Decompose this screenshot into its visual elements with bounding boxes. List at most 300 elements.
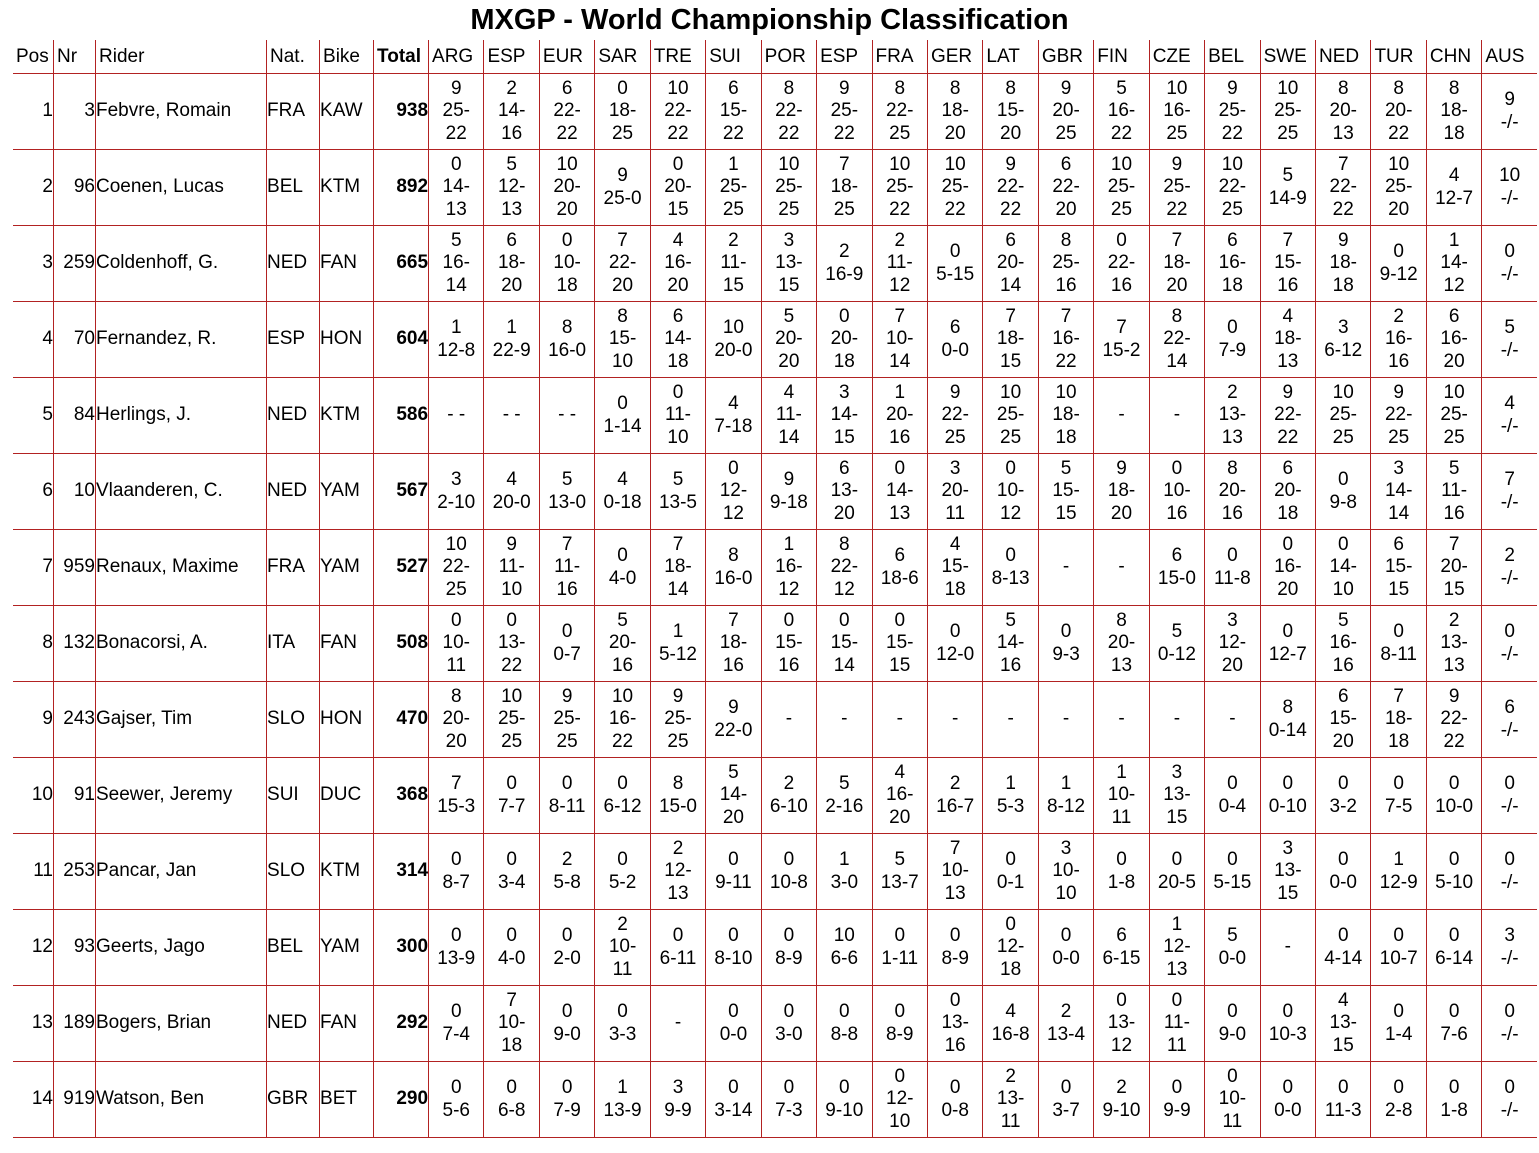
result-line: 6: [506, 229, 517, 251]
round-result-cell: [872, 150, 927, 226]
result-line: 10-: [996, 480, 1025, 502]
round-result-cell: [428, 302, 483, 378]
result-line: 25-: [1440, 404, 1468, 426]
result-line: 20: [667, 274, 689, 296]
nationality-cell: SLO: [266, 682, 319, 758]
round-result-cell: [705, 74, 760, 150]
round-result-cell: [1093, 454, 1148, 530]
result-line: 6-10: [769, 795, 808, 817]
result-line: 10: [1443, 381, 1465, 403]
rider-name: Vlaanderen, C.: [95, 454, 266, 530]
round-result-cell: [483, 986, 538, 1062]
result-line: 9: [839, 77, 850, 99]
round-result-cell: [982, 682, 1037, 758]
result-line: 20: [1055, 198, 1077, 220]
result-line: 16: [1000, 654, 1022, 676]
result-line: 13: [1332, 122, 1354, 144]
result-line: 0: [1227, 1001, 1238, 1022]
result-line: 14: [1166, 350, 1188, 372]
result-line: 7-3: [775, 1099, 803, 1121]
nr-cell: 132: [53, 606, 95, 682]
result-line: 11: [1111, 806, 1132, 828]
result-line: 15: [778, 274, 800, 296]
result-line: 3: [949, 457, 961, 479]
result-line: 18-: [1329, 252, 1357, 274]
result-line: 20: [1000, 122, 1022, 144]
result-line: 1-14: [603, 415, 642, 437]
result-line: 0: [1337, 849, 1349, 870]
result-line: 1: [1005, 773, 1016, 794]
round-result-cell: [650, 606, 705, 682]
table-row: [13, 682, 1537, 758]
result-line: 22: [1166, 198, 1188, 220]
bike-cell: FAN: [319, 226, 373, 302]
result-line: 12-: [664, 860, 692, 882]
result-line: 0: [1171, 457, 1183, 479]
round-result-cell: [539, 226, 594, 302]
result-line: 0: [1337, 533, 1349, 555]
result-line: 0: [450, 1001, 462, 1022]
total-points: 567: [373, 454, 428, 530]
result-line: 0: [894, 457, 906, 479]
result-line: 0: [1060, 1077, 1072, 1098]
col-header-round: AUS: [1481, 40, 1537, 74]
round-result-cell: [705, 758, 760, 834]
result-line: 1: [450, 317, 462, 338]
round-result-cell: [872, 302, 927, 378]
result-line: 0: [1504, 621, 1515, 642]
table-row: [13, 606, 1537, 682]
result-line: 13: [1221, 426, 1243, 448]
nationality-cell: GBR: [266, 1062, 319, 1138]
result-line: 22-: [1384, 404, 1413, 426]
rider-name: Herlings, J.: [95, 378, 266, 454]
round-result-cell: [982, 1062, 1037, 1138]
round-result-cell: [761, 682, 816, 758]
round-result-cell: [650, 378, 705, 454]
result-line: 8: [450, 685, 462, 707]
round-result-cell: [1204, 682, 1259, 758]
result-line: 0-14: [1268, 719, 1307, 741]
result-line: 5: [1116, 77, 1127, 99]
result-line: 22-: [886, 100, 914, 122]
bike-cell: KAW: [319, 74, 373, 150]
result-line: 10: [1110, 153, 1133, 175]
result-line: 0: [728, 457, 739, 479]
round-result-cell: [1260, 530, 1315, 606]
round-result-cell: [872, 682, 927, 758]
round-result-cell: [1426, 378, 1481, 454]
result-line: 4: [1282, 305, 1294, 327]
round-result-cell: [594, 302, 649, 378]
result-line: 25-: [941, 176, 969, 198]
round-result-cell: [816, 986, 871, 1062]
bike-cell: KTM: [319, 378, 373, 454]
result-line: 20-: [664, 176, 692, 198]
col-header-round: GER: [927, 40, 982, 74]
result-line: 1-8: [1107, 871, 1136, 893]
round-result-cell: [428, 150, 483, 226]
result-line: 2-0: [553, 947, 581, 969]
result-line: 20: [1443, 350, 1465, 372]
rider-name: Bogers, Brian: [95, 986, 266, 1062]
result-line: 6: [1393, 533, 1404, 555]
round-result-cell: [927, 302, 982, 378]
result-line: 18-: [1107, 480, 1136, 502]
result-line: 15: [1332, 1034, 1354, 1056]
result-line: 8: [1337, 77, 1349, 99]
result-line: 25: [1443, 426, 1465, 448]
result-line: 1: [617, 1077, 628, 1098]
classification-table: [13, 40, 1537, 1138]
round-result-cell: [1370, 74, 1425, 150]
result-line: 16: [1443, 502, 1465, 524]
round-result-cell: [1370, 530, 1425, 606]
round-result-cell: [428, 74, 483, 150]
rider-name: Geerts, Jago: [95, 910, 266, 986]
total-points: 665: [373, 226, 428, 302]
round-result-cell: [428, 834, 483, 910]
result-line: 8: [617, 305, 628, 327]
result-line: 5-2: [608, 871, 637, 893]
round-result-cell: [816, 226, 871, 302]
result-line: 0: [728, 1077, 739, 1098]
round-result-cell: [539, 454, 594, 530]
result-line: 14-: [1440, 252, 1468, 274]
result-line: 7-5: [1384, 795, 1413, 817]
result-line: 18-: [719, 632, 748, 654]
result-line: 3: [1393, 457, 1404, 479]
round-result-cell: [761, 606, 816, 682]
result-line: 16: [1221, 502, 1243, 524]
round-result-cell: [1204, 986, 1259, 1062]
result-line: 18-: [608, 100, 637, 122]
result-line: 10: [1000, 381, 1022, 403]
result-line: 25-: [1107, 176, 1136, 198]
result-line: 16: [1332, 654, 1354, 676]
result-line: 15: [1443, 578, 1465, 600]
result-line: 15-: [608, 328, 637, 350]
result-line: 0: [1227, 317, 1238, 338]
round-result-cell: [927, 986, 982, 1062]
round-result-cell: [872, 758, 927, 834]
result-line: 12-: [1218, 632, 1247, 654]
round-result-cell: [1149, 226, 1204, 302]
result-line: 18-: [1440, 100, 1468, 122]
round-result-cell: [1370, 834, 1425, 910]
result-line: 2: [1393, 305, 1404, 327]
nationality-cell: FRA: [266, 74, 319, 150]
round-result-cell: [927, 454, 982, 530]
round-result-cell: [761, 226, 816, 302]
result-line: 20-: [1052, 100, 1080, 122]
result-line: 8: [1060, 229, 1072, 251]
result-line: 0: [506, 925, 517, 946]
round-result-cell: [539, 530, 594, 606]
result-line: 15: [889, 654, 911, 676]
result-line: 20-: [553, 176, 581, 198]
result-line: 15-3: [437, 795, 476, 817]
result-line: 6: [1282, 457, 1294, 479]
result-line: 7-6: [1440, 1023, 1468, 1045]
round-result-cell: [650, 74, 705, 150]
result-line: 10-: [886, 328, 914, 350]
round-result-cell: [872, 910, 927, 986]
result-line: 5: [783, 305, 795, 327]
result-line: 0: [1393, 621, 1404, 642]
round-result-cell: [1481, 606, 1537, 682]
table-row: [13, 226, 1537, 302]
round-result-cell: [1370, 302, 1425, 378]
nationality-cell: ITA: [266, 606, 319, 682]
rider-name: Febvre, Romain: [95, 74, 266, 150]
round-result-cell: [1038, 74, 1093, 150]
bike-cell: FAN: [319, 606, 373, 682]
round-result-cell: [816, 682, 871, 758]
round-result-cell: [428, 758, 483, 834]
result-line: 10: [611, 350, 634, 372]
round-result-cell: [816, 1062, 871, 1138]
result-line: 7: [1448, 533, 1460, 555]
result-line: 0-10: [1268, 795, 1307, 817]
round-result-cell: [816, 530, 871, 606]
result-line: 1-11: [881, 947, 919, 969]
result-line: 3: [672, 1077, 684, 1098]
round-result-cell: [1426, 910, 1481, 986]
result-line: 0: [1282, 621, 1294, 642]
result-line: -/-: [1500, 719, 1519, 741]
round-result-cell: [982, 530, 1037, 606]
round-result-cell: [1093, 530, 1148, 606]
total-points: 300: [373, 910, 428, 986]
result-line: 9-0: [1218, 1023, 1247, 1045]
round-result-cell: [1149, 910, 1204, 986]
result-line: 5: [561, 469, 573, 490]
result-line: 12: [1000, 502, 1022, 524]
result-line: 25-0: [603, 187, 642, 209]
result-line: 9: [949, 381, 961, 403]
result-line: 16-: [1163, 100, 1191, 122]
pos-cell: 9: [13, 682, 53, 758]
round-result-cell: [1260, 986, 1315, 1062]
result-line: 9: [1060, 77, 1072, 99]
result-line: -: [1173, 404, 1181, 426]
result-line: 12-: [497, 176, 526, 198]
result-line: 8-7: [442, 871, 470, 893]
round-result-cell: [1370, 226, 1425, 302]
result-line: 3: [1282, 837, 1294, 859]
round-result-cell: [1315, 74, 1370, 150]
round-result-cell: [1093, 378, 1148, 454]
result-line: 0-4: [1218, 795, 1247, 817]
result-line: 20-: [1107, 632, 1136, 654]
round-result-cell: [982, 758, 1037, 834]
col-header-round: SAR: [594, 40, 649, 74]
round-result-cell: [539, 378, 594, 454]
result-line: 8-11: [548, 795, 586, 817]
round-result-cell: [816, 74, 871, 150]
result-line: 0-0: [1052, 947, 1080, 969]
result-line: 13: [1110, 654, 1133, 676]
result-line: 0: [1448, 849, 1460, 870]
result-line: 0: [1227, 545, 1238, 566]
round-result-cell: [594, 834, 649, 910]
round-result-cell: [761, 1062, 816, 1138]
result-line: 1-8: [1440, 1099, 1468, 1121]
result-line: 9: [1227, 77, 1238, 99]
round-result-cell: [539, 910, 594, 986]
result-line: 13-: [1329, 1012, 1357, 1034]
result-line: 25-: [1274, 100, 1302, 122]
result-line: 16-: [1107, 100, 1136, 122]
result-line: 2: [1005, 1065, 1016, 1087]
round-result-cell: [539, 302, 594, 378]
result-line: 15: [722, 274, 744, 296]
result-line: 0: [506, 773, 517, 794]
result-line: 1: [672, 621, 684, 642]
result-line: 9: [450, 77, 462, 99]
result-line: 25: [445, 578, 467, 600]
result-line: 12-8: [437, 339, 476, 361]
result-line: 16-: [1440, 328, 1468, 350]
result-line: 13: [1166, 958, 1188, 980]
result-line: 4: [1504, 393, 1515, 414]
round-result-cell: [650, 834, 705, 910]
result-line: 7-18: [714, 415, 753, 437]
result-line: 0: [1393, 773, 1404, 794]
result-line: 0: [1393, 241, 1404, 262]
result-line: 11: [1167, 1034, 1187, 1056]
round-result-cell: [982, 378, 1037, 454]
pos-cell: 1: [13, 74, 53, 150]
round-result-cell: [1204, 530, 1259, 606]
result-line: 0: [949, 1077, 961, 1098]
round-result-cell: [594, 682, 649, 758]
round-result-cell: [705, 226, 760, 302]
col-header-pos: Pos: [13, 40, 53, 74]
round-result-cell: [1481, 834, 1537, 910]
result-line: 16: [1388, 350, 1410, 372]
result-line: 11-: [720, 252, 747, 274]
result-line: 2: [894, 229, 906, 251]
round-result-cell: [816, 834, 871, 910]
result-line: 0: [839, 305, 850, 327]
round-result-cell: [650, 530, 705, 606]
result-line: 16-: [775, 556, 803, 578]
round-result-cell: [872, 454, 927, 530]
col-header-round: NED: [1315, 40, 1370, 74]
result-line: 3-0: [775, 1023, 803, 1045]
round-result-cell: [872, 834, 927, 910]
result-line: 0: [1227, 849, 1238, 870]
result-line: 10-: [1052, 860, 1080, 882]
result-line: 18: [556, 274, 578, 296]
result-line: 25: [1332, 426, 1354, 448]
result-line: 10: [1055, 882, 1077, 904]
result-line: 20-0: [714, 339, 753, 361]
round-result-cell: [483, 758, 538, 834]
result-line: 0: [450, 609, 462, 631]
result-line: 0: [1005, 545, 1016, 566]
round-result-cell: [483, 606, 538, 682]
round-result-cell: [1204, 606, 1259, 682]
result-line: 5: [728, 761, 739, 783]
result-line: 18-: [1274, 328, 1302, 350]
result-line: 22: [611, 730, 634, 752]
result-line: 18: [1055, 426, 1077, 448]
nr-cell: 84: [53, 378, 95, 454]
result-line: 7: [1393, 685, 1404, 707]
result-line: 2-16: [825, 795, 864, 817]
result-line: 2: [672, 837, 684, 859]
result-line: 0: [1116, 849, 1127, 870]
pos-cell: 6: [13, 454, 53, 530]
pos-cell: 14: [13, 1062, 53, 1138]
result-line: 16-: [608, 708, 637, 730]
round-result-cell: [1149, 606, 1204, 682]
round-result-cell: [1315, 910, 1370, 986]
round-result-cell: [1426, 758, 1481, 834]
result-line: 10: [1332, 381, 1354, 403]
result-line: 18-: [1384, 708, 1413, 730]
nationality-cell: ESP: [266, 302, 319, 378]
result-line: 22-: [442, 556, 470, 578]
result-line: 2-10: [437, 491, 476, 513]
result-line: 2: [506, 77, 517, 99]
round-result-cell: [1370, 150, 1425, 226]
round-result-cell: [927, 378, 982, 454]
result-line: 2-8: [1384, 1099, 1413, 1121]
result-line: 4: [949, 533, 961, 555]
result-line: 6-11: [659, 947, 697, 969]
result-line: 25-: [553, 708, 581, 730]
result-line: 22: [501, 654, 523, 676]
result-line: 10-: [553, 252, 581, 274]
nationality-cell: NED: [266, 378, 319, 454]
round-result-cell: [1426, 1062, 1481, 1138]
result-line: 7: [672, 533, 684, 555]
result-line: 16-0: [714, 567, 753, 589]
result-line: 5-15: [1213, 871, 1252, 893]
result-line: 14-: [719, 784, 748, 806]
result-line: 16-8: [991, 1023, 1030, 1045]
round-result-cell: [428, 682, 483, 758]
result-line: 14-: [664, 328, 692, 350]
round-result-cell: [705, 302, 760, 378]
round-result-cell: [761, 530, 816, 606]
round-result-cell: [982, 910, 1037, 986]
result-line: 5: [506, 153, 517, 175]
round-result-cell: [705, 834, 760, 910]
round-result-cell: [650, 302, 705, 378]
result-line: 14-: [830, 404, 859, 426]
result-line: -/-: [1500, 339, 1519, 361]
rider-name: Gajser, Tim: [95, 682, 266, 758]
result-line: 22-: [553, 100, 581, 122]
result-line: 9-9: [1163, 1099, 1191, 1121]
round-result-cell: [1315, 1062, 1370, 1138]
result-line: -: [1062, 708, 1070, 730]
round-result-cell: [982, 74, 1037, 150]
total-points: 290: [373, 1062, 428, 1138]
result-line: 16: [501, 122, 523, 144]
result-line: 1: [783, 533, 795, 555]
result-line: 8: [949, 77, 961, 99]
classification-body: [13, 74, 1537, 1138]
result-line: 16-: [1052, 328, 1080, 350]
round-result-cell: [705, 986, 760, 1062]
round-result-cell: [1260, 150, 1315, 226]
